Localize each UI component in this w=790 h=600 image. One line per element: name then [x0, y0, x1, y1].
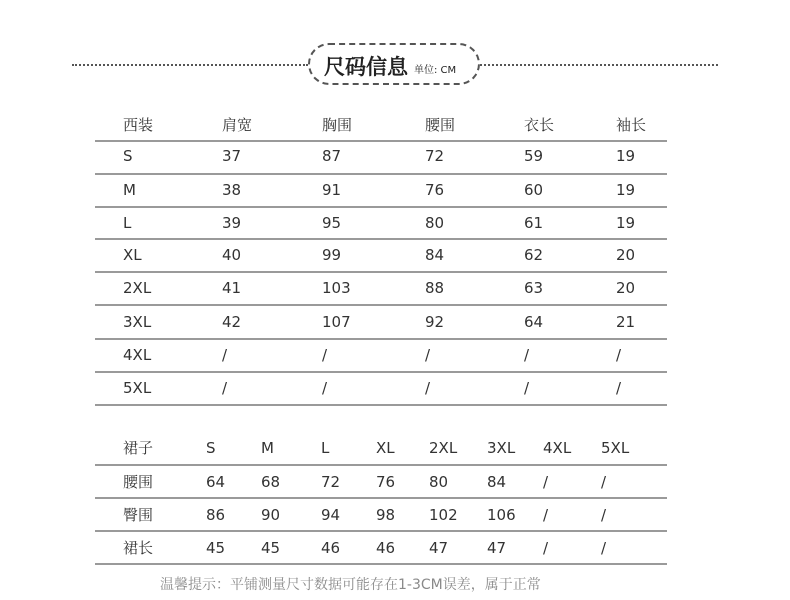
suit-table-cell: XL: [123, 246, 142, 264]
skirt-table-cell: 86: [206, 506, 226, 524]
suit-row-divider: [95, 206, 667, 208]
title-dotted-line-right: [480, 64, 718, 66]
skirt-table-cell: 腰围: [123, 473, 154, 491]
title-dotted-line-left: [72, 64, 308, 66]
suit-table-cell: 91: [322, 181, 342, 199]
skirt-table-cell: 臀围: [123, 506, 154, 524]
suit-header-cell: 肩宽: [222, 116, 253, 134]
skirt-table-cell: 90: [261, 506, 281, 524]
skirt-table-cell: 72: [321, 473, 341, 491]
suit-table-cell: 87: [322, 147, 342, 165]
suit-table-cell: /: [425, 346, 431, 364]
skirt-table-cell: 68: [261, 473, 281, 491]
skirt-header-cell: S: [206, 439, 216, 457]
suit-table-cell: 80: [425, 214, 445, 232]
suit-table-cell: 38: [222, 181, 242, 199]
suit-header-cell: 胸围: [322, 116, 353, 134]
suit-table-cell: 21: [616, 313, 636, 331]
suit-table-cell: /: [425, 379, 431, 397]
suit-table-cell: 92: [425, 313, 445, 331]
skirt-table-cell: /: [543, 539, 549, 557]
suit-table-cell: 88: [425, 279, 445, 297]
skirt-row-divider: [95, 464, 667, 466]
suit-table-cell: /: [322, 346, 328, 364]
skirt-header-cell: 5XL: [601, 439, 630, 457]
skirt-row-divider: [95, 563, 667, 565]
suit-table-cell: 61: [524, 214, 544, 232]
suit-row-divider: [95, 371, 667, 373]
skirt-table-cell: 64: [206, 473, 226, 491]
skirt-header-cell: 4XL: [543, 439, 572, 457]
skirt-table-cell: 45: [206, 539, 226, 557]
suit-row-divider: [95, 338, 667, 340]
skirt-table-cell: 裙长: [123, 539, 154, 557]
suit-table-cell: 3XL: [123, 313, 152, 331]
page-title: 尺码信息: [324, 55, 408, 79]
suit-table-cell: 42: [222, 313, 242, 331]
suit-table-cell: 5XL: [123, 379, 152, 397]
skirt-table-cell: 106: [487, 506, 516, 524]
skirt-table-cell: /: [601, 539, 607, 557]
suit-table-cell: 63: [524, 279, 544, 297]
suit-table-cell: 95: [322, 214, 342, 232]
suit-table-cell: 4XL: [123, 346, 152, 364]
suit-table-cell: S: [123, 147, 133, 165]
suit-table-cell: /: [524, 346, 530, 364]
skirt-header-cell: 裙子: [123, 439, 154, 457]
suit-table-cell: 37: [222, 147, 242, 165]
skirt-table-cell: 80: [429, 473, 449, 491]
footnote: 温馨提示：平铺测量尺寸数据可能存在1-3CM误差，属于正常: [160, 577, 541, 593]
suit-table-cell: L: [123, 214, 132, 232]
skirt-table-cell: 47: [487, 539, 507, 557]
suit-header-cell: 西装: [123, 116, 154, 134]
suit-table-cell: 20: [616, 246, 636, 264]
skirt-table-cell: 76: [376, 473, 396, 491]
suit-table-cell: /: [616, 346, 622, 364]
skirt-table-cell: /: [601, 506, 607, 524]
suit-table-cell: /: [222, 346, 228, 364]
skirt-table-cell: 98: [376, 506, 396, 524]
skirt-table-cell: 84: [487, 473, 507, 491]
suit-header-cell: 衣长: [524, 116, 555, 134]
suit-table-cell: 62: [524, 246, 544, 264]
skirt-table-cell: /: [543, 473, 549, 491]
skirt-header-cell: M: [261, 439, 274, 457]
suit-table-cell: M: [123, 181, 136, 199]
suit-table-cell: /: [524, 379, 530, 397]
skirt-table-cell: /: [543, 506, 549, 524]
suit-header-cell: 腰围: [425, 116, 456, 134]
skirt-table-cell: 45: [261, 539, 281, 557]
suit-table-cell: 64: [524, 313, 544, 331]
skirt-table-cell: 47: [429, 539, 449, 557]
suit-table-cell: 72: [425, 147, 445, 165]
suit-table-cell: 103: [322, 279, 351, 297]
suit-table-cell: 99: [322, 246, 342, 264]
suit-row-divider: [95, 404, 667, 406]
suit-table-cell: 76: [425, 181, 445, 199]
suit-table-cell: 59: [524, 147, 544, 165]
suit-table-cell: 19: [616, 181, 636, 199]
suit-table-cell: 107: [322, 313, 351, 331]
suit-table-cell: 84: [425, 246, 445, 264]
skirt-table-cell: 46: [321, 539, 341, 557]
suit-table-cell: 19: [616, 147, 636, 165]
suit-table-cell: 20: [616, 279, 636, 297]
unit-label: 单位: CM: [414, 65, 457, 76]
suit-table-cell: 39: [222, 214, 242, 232]
suit-table-cell: 2XL: [123, 279, 152, 297]
skirt-header-cell: 2XL: [429, 439, 458, 457]
suit-row-divider: [95, 238, 667, 240]
suit-table-cell: 40: [222, 246, 242, 264]
skirt-header-cell: 3XL: [487, 439, 516, 457]
skirt-table-cell: /: [601, 473, 607, 491]
suit-table-cell: 19: [616, 214, 636, 232]
suit-header-cell: 袖长: [616, 116, 647, 134]
skirt-header-cell: XL: [376, 439, 395, 457]
suit-table-cell: /: [322, 379, 328, 397]
suit-row-divider: [95, 304, 667, 306]
skirt-header-cell: L: [321, 439, 330, 457]
suit-row-divider: [95, 271, 667, 273]
skirt-table-cell: 46: [376, 539, 396, 557]
skirt-row-divider: [95, 497, 667, 499]
suit-row-divider: [95, 140, 667, 142]
skirt-table-cell: 102: [429, 506, 458, 524]
suit-table-cell: 60: [524, 181, 544, 199]
suit-table-cell: /: [616, 379, 622, 397]
suit-table-cell: 41: [222, 279, 242, 297]
suit-table-cell: /: [222, 379, 228, 397]
skirt-row-divider: [95, 530, 667, 532]
skirt-table-cell: 94: [321, 506, 341, 524]
suit-row-divider: [95, 173, 667, 175]
